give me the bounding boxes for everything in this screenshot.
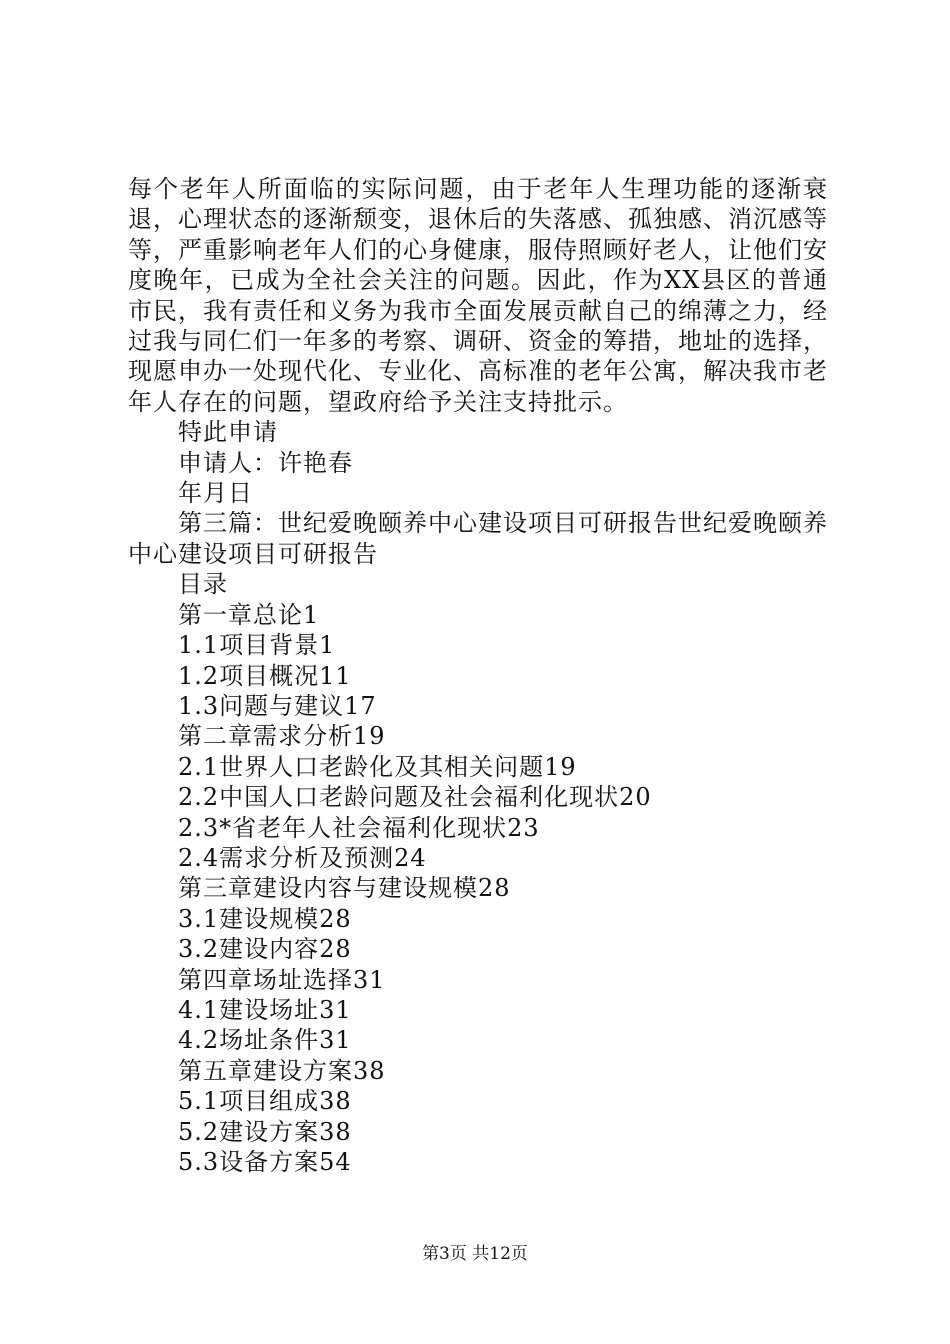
toc-item: 2.3*省老年人社会福利化现状23 — [178, 813, 540, 842]
toc-item: 5.2建设方案38 — [178, 1117, 352, 1146]
toc-item: 3.1建设规模28 — [178, 904, 352, 933]
toc-item: 1.1项目背景1 — [178, 631, 336, 660]
toc-title: 目录 — [178, 570, 228, 599]
toc-item: 1.3问题与建议17 — [178, 691, 377, 720]
toc-item: 第一章总论1 — [178, 600, 320, 629]
table-of-contents — [128, 600, 828, 1178]
section-heading: 第三篇：世纪爱晚颐养中心建设项目可研报告世纪爱晚颐养中心建设项目可研报告 — [128, 509, 828, 568]
toc-item: 2.4需求分析及预测24 — [178, 843, 427, 872]
date-line: 年月日 — [178, 479, 253, 508]
page-footer — [0, 1243, 950, 1265]
toc-item: 2.2中国人口老龄问题及社会福利化现状20 — [178, 783, 652, 812]
toc-item: 2.1世界人口老龄化及其相关问题19 — [178, 752, 577, 781]
toc-item: 第二章需求分析19 — [178, 722, 386, 751]
document-body — [128, 174, 828, 1177]
toc-item: 4.2场址条件31 — [178, 1026, 352, 1055]
body-paragraph: 每个老年人所面临的实际问题，由于老年人生理功能的逐渐衰退，心理状态的逐渐颓变，退休后的失落感、孤独感、消沉感等等，严重影响老年人们的心身健康，服侍照顾好老人，让他们安度晚年，已成为全社会关注的问题。因此，作为XX县区的普通市民，我有责任和义务为我市全面发展贡献自己的绵薄之力，经过我与同仁们一年多的考察、调研、资金的筹措，地址的选择，现愿申办一处现代化、专业化、高标准的老年公寓，解决我市老年人存在的问题，望政府给予关注支持批示。 — [128, 175, 828, 416]
toc-item: 第五章建设方案38 — [178, 1056, 386, 1085]
toc-item: 5.1项目组成38 — [178, 1087, 352, 1116]
toc-item: 第四章场址选择31 — [178, 965, 386, 994]
closing-line: 特此申请 — [178, 418, 278, 447]
page-number: 第3页 共12页 — [422, 1244, 528, 1264]
toc-item: 5.3设备方案54 — [178, 1148, 352, 1176]
toc-item: 3.2建设内容28 — [178, 935, 352, 964]
toc-item: 1.2项目概况11 — [178, 661, 352, 690]
toc-item: 4.1建设场址31 — [178, 995, 352, 1024]
applicant-line: 申请人：许艳春 — [178, 448, 353, 477]
toc-item: 第三章建设内容与建设规模28 — [178, 874, 511, 903]
